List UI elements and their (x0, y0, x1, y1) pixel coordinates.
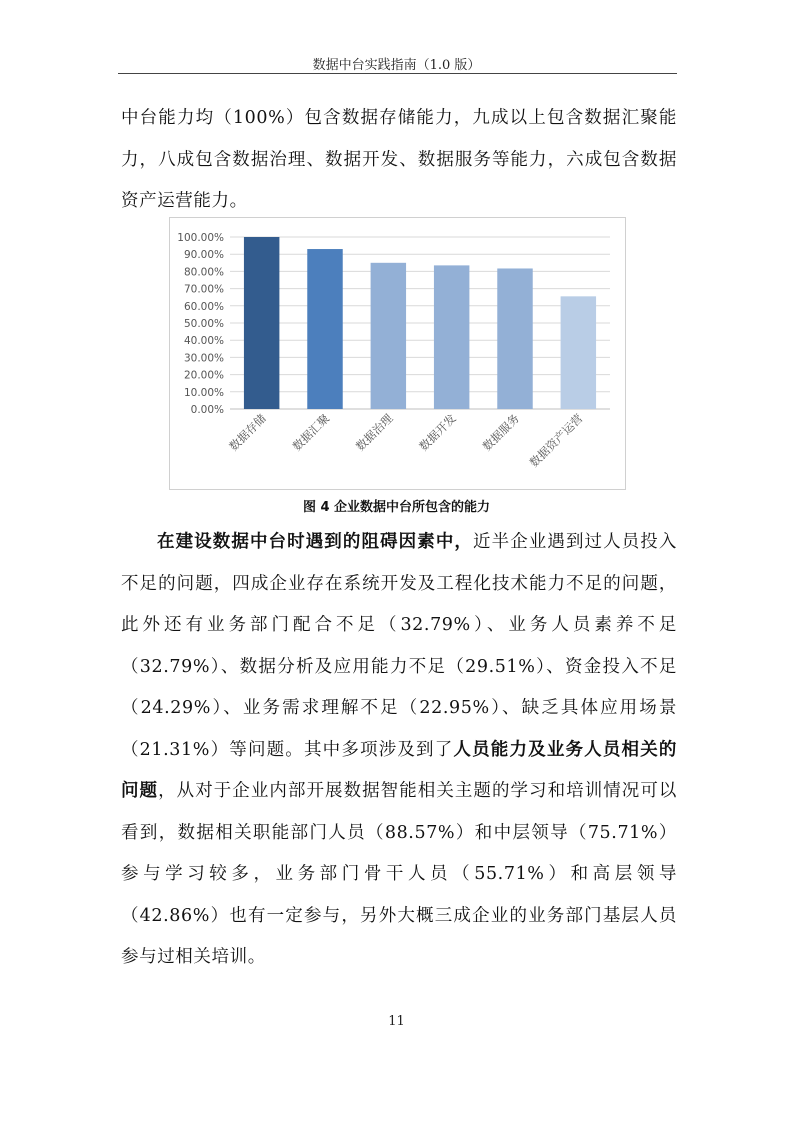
capability-bar-chart (169, 217, 626, 490)
bar-5 (497, 268, 532, 409)
bar-6 (561, 296, 596, 409)
bar-1 (244, 237, 279, 409)
y-tick-label: 0.00% (190, 404, 224, 416)
header-divider (118, 73, 677, 74)
bar-2 (307, 249, 342, 409)
running-header: 数据中台实践指南（1.0 版） (312, 58, 481, 73)
x-category-label: 数据治理 (353, 411, 396, 454)
paragraph-capabilities: 中台能力均（100%）包含数据存储能力，九成以上包含数据汇聚能力，八成包含数据治理、数据开发、数据服务等能力，六成包含数据资产运营能力。 (121, 108, 677, 211)
bar-chart-svg (170, 218, 625, 489)
y-tick-label: 20.00% (183, 369, 224, 382)
page-number: 11 (388, 1014, 405, 1029)
y-tick-label: 90.00% (183, 249, 224, 262)
y-tick-label: 50.00% (183, 318, 224, 330)
y-tick-label: 100.00% (177, 232, 224, 244)
x-category-label: 数据汇聚 (289, 411, 333, 454)
paragraph-obstacles (121, 522, 677, 979)
obstacles-lead: 在建设数据中台时遇到的阻碍因素中， (157, 532, 474, 552)
x-category-label: 数据服务 (479, 411, 523, 454)
y-tick-label: 10.00% (183, 386, 224, 399)
x-category-label: 数据存储 (226, 411, 269, 454)
figure-caption: 图 4 企业数据中台所包含的能力 (302, 500, 491, 515)
y-tick-label: 30.00% (183, 352, 224, 365)
obstacles-emphasis: 人员能力及业务人员相关的问题 (121, 739, 677, 801)
x-category-label: 数据资产运营 (526, 411, 586, 470)
y-tick-label: 70.00% (183, 283, 224, 296)
bar-3 (371, 263, 406, 409)
y-tick-label: 80.00% (183, 266, 224, 279)
y-tick-label: 60.00% (183, 300, 224, 313)
obstacles-text-b: ，从对于企业内部开展数据智能相关主题的学习和培训情况可以看到，数据相关职能部门人员（88.57%）和中层领导（75.71%）参与学习较多，业务部门骨干人员（55.71%）和高层领导（42.86%）也有一定参与，另外大概三成企业的业务部门基层人员参与过相关培训。 (121, 781, 677, 967)
obstacles-text-a: 近半企业遇到过人员投入不足的问题，四成企业存在系统开发及工程化技术能力不足的问题，此外还有业务部门配合不足（32.79%）、业务人员素养不足（32.79%）、数据分析及应用能力不足（29.51%）、资金投入不足（24.29%）、业务需求理解不足（22.95%）、缺乏具体应用场景（21.31%）等问题。其中多项涉及到了 (121, 532, 677, 760)
x-category-label: 数据开发 (416, 411, 459, 454)
y-tick-label: 40.00% (183, 335, 224, 348)
bar-4 (434, 265, 469, 409)
